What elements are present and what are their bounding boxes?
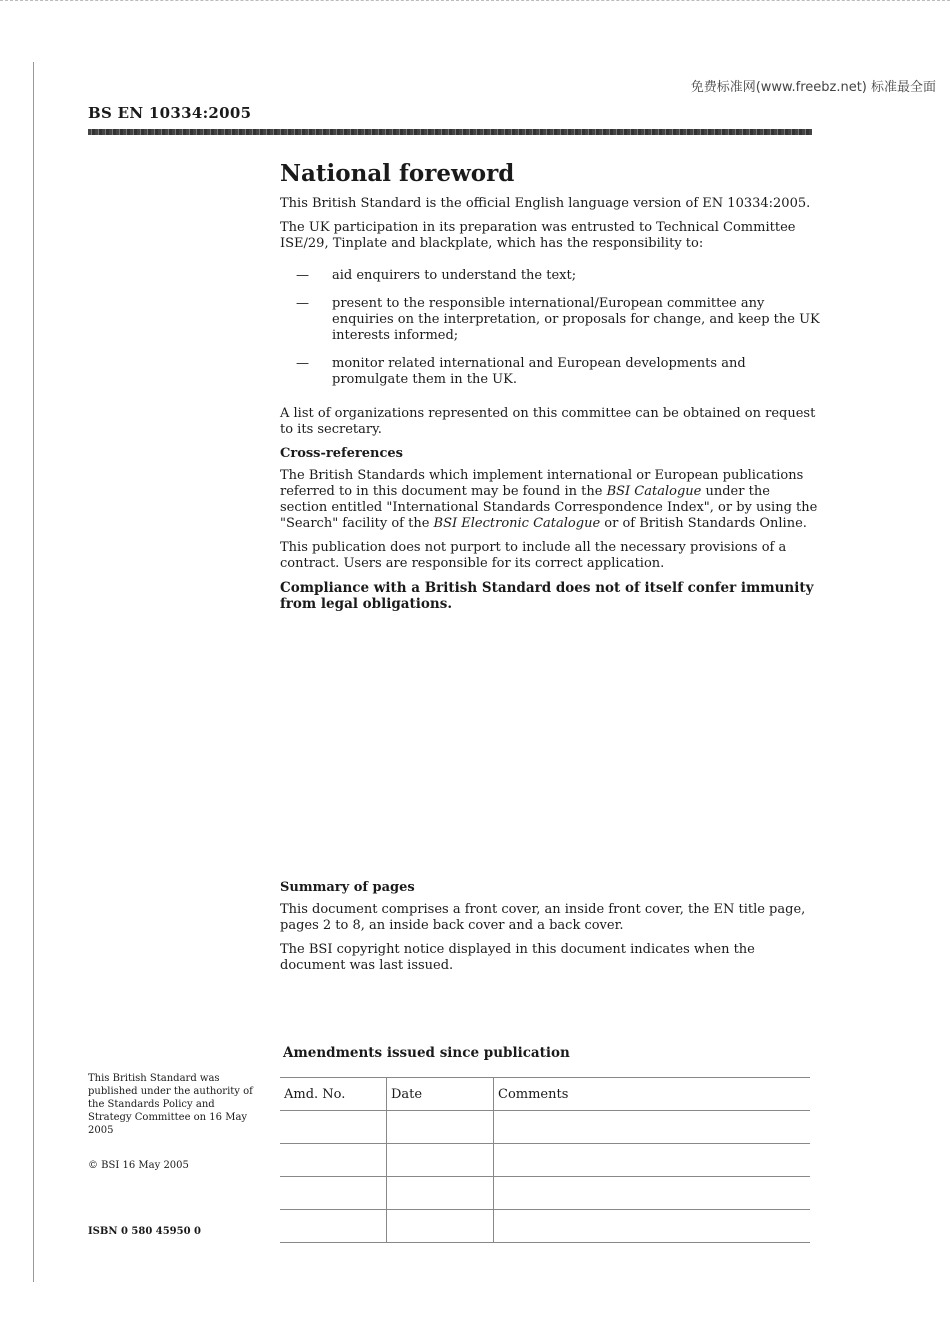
summary-pages-text: This document comprises a front cover, an inside front cover, the EN title page, pages 2 to 8, an inside back cover and a back cover. (280, 902, 806, 933)
column-header-comments: Comments (494, 1078, 811, 1111)
provisions-note: This publication does not purport to include all the necessary provisions of a contract. Users are responsible for its correct application. (280, 540, 787, 571)
bsi-catalogue: BSI Catalogue (606, 484, 702, 499)
column-header-date: Date (387, 1078, 494, 1111)
top-dashed-edge (0, 0, 950, 7)
committee-list-note: A list of organizations represented on this committee can be obtained on request to its secretary. (280, 406, 816, 437)
compliance-statement: Compliance with a British Standard does not of itself confer immunity from legal obligations. (280, 580, 814, 612)
cross-references-heading: Cross-references (280, 446, 403, 461)
summary-of-pages (280, 880, 820, 982)
list-item: — present to the responsible international/European committee any enquiries on the interpretation, or proposals for change, and keep the UK interests informed; (280, 296, 820, 344)
column-header-amd-no: Amd. No. (280, 1078, 387, 1111)
copyright-notice: © BSI 16 May 2005 (88, 1160, 189, 1171)
table-row (280, 1111, 810, 1144)
table-row (280, 1144, 810, 1177)
national-foreword (280, 160, 820, 620)
foreword-committee: The UK participation in its preparation was entrusted to Technical Committee ISE/29, Tinplate and blackplate, which has the responsibility to: (280, 220, 796, 251)
summary-copyright-text: The BSI copyright notice displayed in this document indicates when the document was last issued. (280, 942, 755, 973)
list-item: — aid enquirers to understand the text; (280, 268, 820, 284)
table-header-row (280, 1078, 810, 1111)
header-rule (88, 129, 812, 135)
amendments-table (280, 1077, 810, 1243)
standard-number: BS EN 10334:2005 (88, 104, 252, 122)
list-item: — monitor related international and European developments and promulgate them in the UK. (280, 356, 820, 388)
responsibility-list (280, 268, 820, 388)
amendments-heading: Amendments issued since publication (283, 1045, 570, 1061)
table-row (280, 1177, 810, 1210)
left-page-edge (33, 62, 34, 1282)
foreword-intro: This British Standard is the official English language version of EN 10334:2005. (280, 196, 811, 211)
isbn: ISBN 0 580 45950 0 (88, 1226, 201, 1237)
list-dash: — (296, 268, 309, 283)
publication-note: This British Standard was published under the authority of the Standards Policy and Strategy Committee on 16 May 2005 (88, 1073, 253, 1136)
summary-heading: Summary of pages (280, 880, 415, 895)
bsi-electronic-catalogue: BSI Electronic Catalogue (433, 516, 601, 531)
publication-sidebar (88, 1072, 258, 1194)
list-dash: — (296, 296, 309, 311)
table-row (280, 1210, 810, 1243)
cross-references-text: The British Standards which implement international or European publications referred to in this document may be found in the BSI Catalogue under the section entitled "International Standards Correspondence Index", or by using the "Search" facility of the BSI Electronic Catalogue or of British Standards Online. (280, 468, 818, 531)
list-dash: — (296, 356, 309, 371)
watermark: 免费标准网(www.freebz.net) 标准最全面 (690, 80, 936, 95)
page-title: National foreword (280, 160, 515, 187)
